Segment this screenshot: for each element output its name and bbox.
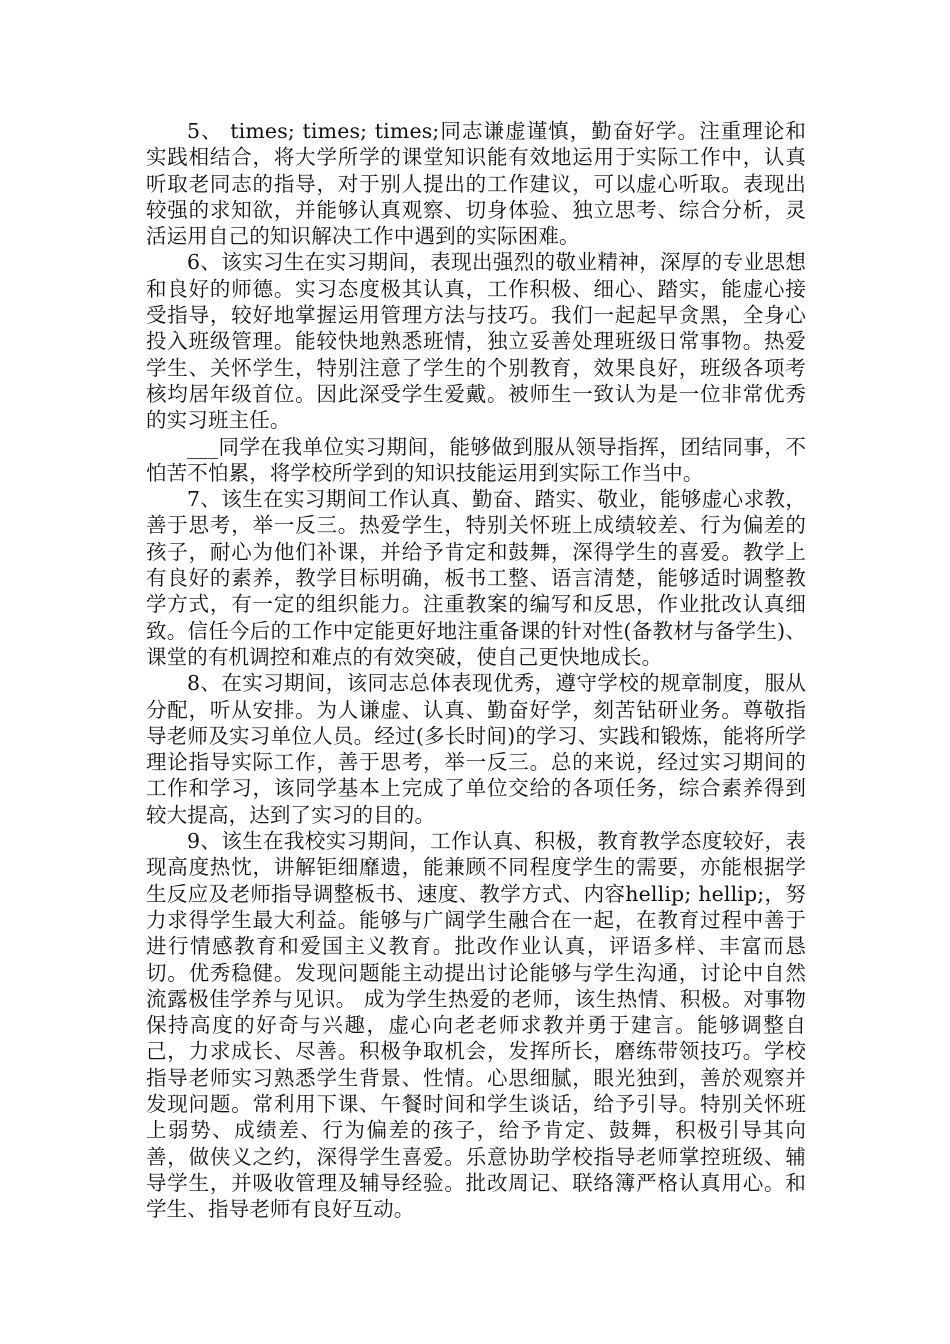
- paragraph-item-5: 5、 times; times; times;同志谦虚谨慎，勤奋好学。注重理论和实践相结合，将大学所学的课堂知识能有效地运用于实际工作中，认真听取老同志的指导，对于别人提出的工作建议，可以虚心听取。表现出较强的求知欲，并能够认真观察、切身体验、独立思考、综合分析，灵活运用自己的知识解决工作中遇到的实际困难。: [146, 119, 806, 249]
- document-body: [146, 118, 806, 1222]
- paragraph-item-6: 6、该实习生在实习期间，表现出强烈的敬业精神，深厚的专业思想和良好的师德。实习态度极其认真，工作积极、细心、踏实，能虚心接受指导，较好地掌握运用管理方法与技巧。我们一起起早贪黑，全身心投入班级管理。能较快地熟悉班情，独立妥善处理班级日常事物。热爱学生、关怀学生，特别注意了学生的个别教育，效果良好，班级各项考核均居年级首位。因此深受学生爱戴。被师生一致认为是一位非常优秀的实习班主任。: [146, 250, 806, 433]
- paragraph-item-7: 7、该生在实习期间工作认真、勤奋、踏实、敬业，能够虚心求教，善于思考，举一反三。热爱学生，特别关怀班上成绩较差、行为偏差的孩子，耐心为他们补课，并给予肯定和鼓舞，深得学生的喜爱。教学上有良好的素养，教学目标明确，板书工整、语言清楚，能够适时调整教学方式，有一定的组织能力。注重教案的编写和反思，作业批改认真细致。信任今后的工作中定能更好地注重备课的针对性(备教材与备学生)、课堂的有机调控和难点的有效突破，使自己更快地成长。: [146, 487, 806, 669]
- paragraph-item-8: 8、在实习期间，该同志总体表现优秀，遵守学校的规章制度，服从分配，听从安排。为人谦虚、认真、勤奋好学，刻苦钻研业务。尊敬指导老师及实习单位人员。经过(多长时间)的学习、实践和锻炼，能将所学理论指导实际工作，善于思考，举一反三。总的来说，经过实习期间的工作和学习，该同学基本上完成了单位交给的各项任务，综合素养得到较大提高，达到了实习的目的。: [146, 671, 806, 827]
- paragraph-classmate: ___同学在我单位实习期间，能够做到服从领导指挥，团结同事，不怕苦不怕累，将学校所学到的知识技能运用到实际工作当中。: [146, 434, 806, 485]
- paragraph-item-9: 9、该生在我校实习期间，工作认真、积极，教育教学态度较好，表现高度热忱，讲解钜细靡遗，能兼顾不同程度学生的需要，亦能根据学生反应及老师指导调整板书、速度、教学方式、内容hellip; hellip;，努力求得学生最大利益。能够与广阔学生融合在一起，在教育过程中善于进行情感教育和爱国主义教育。批改作业认真，评语多样、丰富而恳切。优秀稳健。发现问题能主动提出讨论能够与学生沟通，讨论中自然流露极佳学养与见识。 成为学生热爱的老师，该生热情、积极。对事物保持高度的好奇与兴趣，虚心向老老师求教并勇于建言。能够调整自己，力求成长、尽善。积极争取机会，发挥所长，磨练带领技巧。学校指导老师实习熟悉学生背景、性情。心思细腻，眼光独到，善於观察并发现问题。常利用下课、午餐时间和学生谈话，给予引导。特别关怀班上弱势、成绩差、行为偏差的孩子，给予肯定、鼓舞，积极引导其向善，做侠义之约，深得学生喜爱。乐意协助学校指导老师掌控班级、辅导学生，并吸收管理及辅导经验。批改周记、联络簿严格认真用心。和学生、指导老师有良好互动。: [146, 829, 806, 1222]
